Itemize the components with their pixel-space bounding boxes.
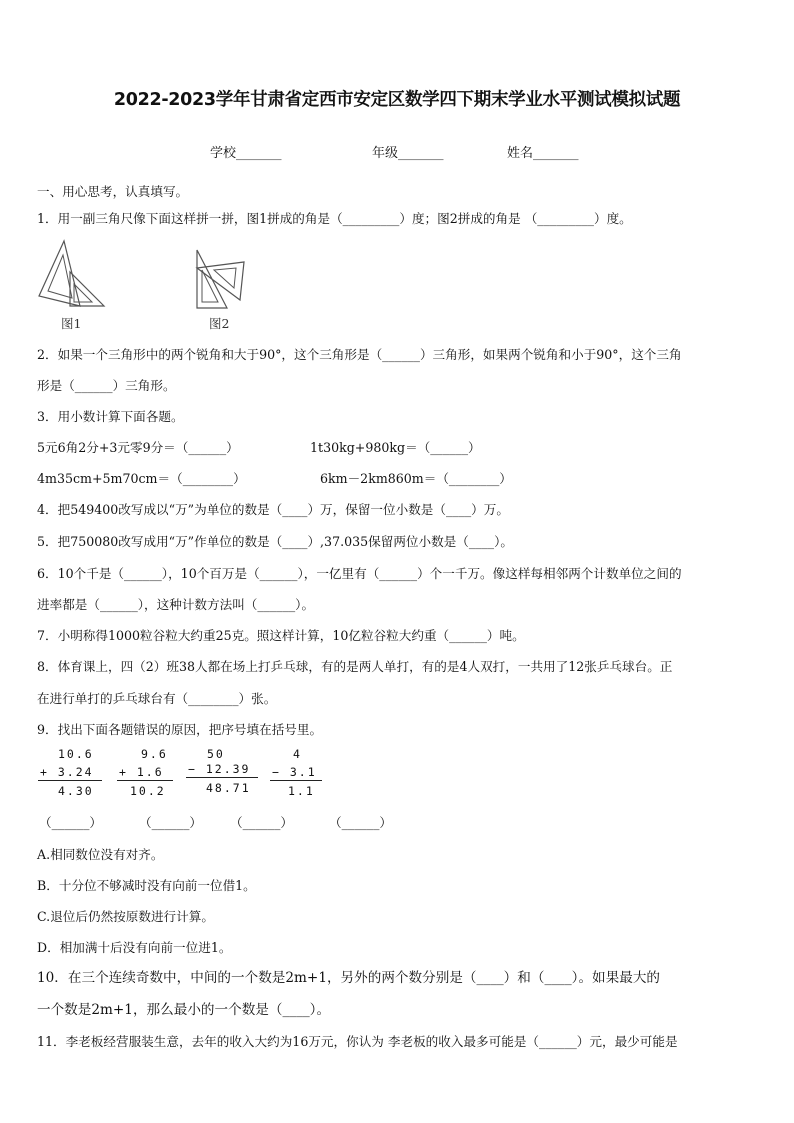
calc-top: 50 bbox=[207, 747, 225, 761]
figure-2-caption: 图2 bbox=[209, 316, 230, 331]
q9-blank-1: （______） bbox=[39, 815, 102, 830]
q9-blank-3: （______） bbox=[230, 815, 293, 830]
calc-result: 48.71 bbox=[206, 781, 251, 795]
question-3-item-2: 1t30kg+980kg＝（______） bbox=[310, 440, 481, 455]
question-6-line-1: 6．10个千是（______），10个百万是（______），一亿里有（______）个一千万。像这样每相邻两个计数单位之间的 bbox=[37, 566, 682, 581]
calc-result: 1.1 bbox=[288, 784, 315, 798]
triangle-large-inner bbox=[48, 255, 72, 298]
question-11: 11．李老板经营服装生意，去年的收入大约为16万元，你认为 李老板的收入最多可能是（______）元，最少可能是 bbox=[37, 1034, 678, 1049]
question-10-line-2: 一个数是2m+1，那么最小的一个数是（____）。 bbox=[37, 1002, 331, 1018]
question-10-line-1: 10．在三个连续奇数中，中间的一个数是2m+1，另外的两个数分别是（____）和（____）。如果最大的 bbox=[37, 970, 661, 986]
triangle-small-inner bbox=[214, 268, 236, 288]
option-c: C.退位后仍然按原数进行计算。 bbox=[37, 909, 214, 924]
grade-field: 年级_______ bbox=[372, 146, 444, 161]
question-3-item-4: 6km－2km860m＝（________） bbox=[320, 471, 512, 486]
q9-blank-2: （______） bbox=[139, 815, 202, 830]
calc-top: 10.6 bbox=[58, 747, 94, 761]
figure-1-caption: 图1 bbox=[61, 316, 82, 331]
question-3-item-3: 4m35cm+5m70cm＝（________） bbox=[37, 471, 246, 486]
section-heading: 一、用心思考，认真填写。 bbox=[37, 184, 189, 199]
question-3: 3．用小数计算下面各题。 bbox=[37, 409, 184, 424]
question-9: 9．找出下面各题错误的原因，把序号填在括号里。 bbox=[37, 722, 323, 737]
figure-1-triangles bbox=[36, 238, 108, 314]
calc-bottom: + 1.6 bbox=[119, 765, 164, 779]
calc-bottom: − 3.1 bbox=[272, 765, 317, 779]
question-5: 5．把750080改写成用“万”作单位的数是（____）,37.035保留两位小数是（____）。 bbox=[37, 534, 513, 549]
question-2-line-1: 2．如果一个三角形中的两个锐角和大于90°，这个三角形是（______）三角形，如果两个锐角和小于90°，这个三角 bbox=[37, 347, 682, 362]
question-6-line-2: 进率都是（______），这种计数方法叫（______）。 bbox=[37, 597, 315, 612]
name-field: 姓名_______ bbox=[507, 146, 579, 161]
question-7: 7．小明称得1000粒谷粒大约重25克。照这样计算，10亿粒谷粒大约重（______）吨。 bbox=[37, 628, 525, 643]
calc-top: 9.6 bbox=[141, 747, 168, 761]
question-1: 1．用一副三角尺像下面这样拼一拼，图1拼成的角是（_________）度；图2拼成的角是 （_________）度。 bbox=[37, 211, 632, 226]
triangle-small bbox=[70, 272, 104, 306]
q9-blank-4: （______） bbox=[329, 815, 392, 830]
question-4: 4．把549400改写成以“万”为单位的数是（____）万，保留一位小数是（____）万。 bbox=[37, 502, 509, 517]
option-a: A.相同数位没有对齐。 bbox=[37, 847, 164, 862]
question-3-item-1: 5元6角2分+3元零9分＝（______） bbox=[37, 440, 239, 455]
calc-top: 4 bbox=[293, 747, 302, 761]
figure-2-triangles bbox=[194, 248, 248, 310]
calc-line bbox=[117, 780, 173, 781]
option-b: B．十分位不够减时没有向前一位借1。 bbox=[37, 878, 256, 893]
calc-bottom: − 12.39 bbox=[188, 762, 251, 776]
page-title: 2022-2023学年甘肃省定西市安定区数学四下期末学业水平测试模拟试题 bbox=[113, 90, 681, 110]
calc-line bbox=[38, 780, 102, 781]
calc-result: 4.30 bbox=[58, 784, 94, 798]
calc-bottom: + 3.24 bbox=[40, 765, 94, 779]
school-field: 学校_______ bbox=[210, 146, 282, 161]
question-8-line-2: 在进行单打的乒乓球台有（________）张。 bbox=[37, 691, 277, 706]
calc-line bbox=[186, 777, 258, 778]
option-d: D．相加满十后没有向前一位进1。 bbox=[37, 940, 232, 955]
question-8-line-1: 8．体育课上，四（2）班38人都在场上打乒乓球，有的是两人单打，有的是4人双打，一共用了12张乒乓球台。正 bbox=[37, 659, 673, 674]
question-2-line-2: 形是（______）三角形。 bbox=[37, 378, 176, 393]
calc-result: 10.2 bbox=[130, 784, 166, 798]
calc-line bbox=[270, 780, 322, 781]
